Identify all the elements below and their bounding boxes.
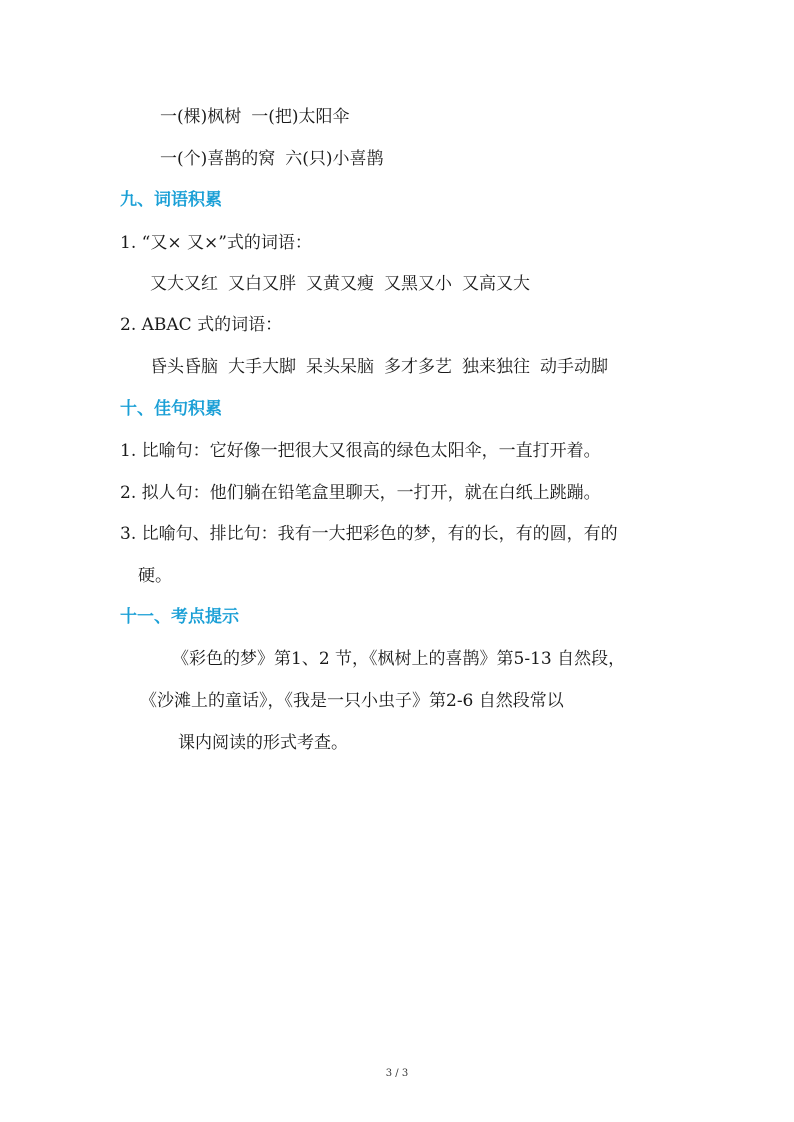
page-number: 3 / 3 bbox=[385, 1068, 409, 1079]
word-item: 又黑又小 bbox=[384, 274, 452, 294]
sentence-3-line-2: 硬。 bbox=[138, 566, 172, 586]
sentence-1: 1. 比喻句：它好像一把很大又很高的绿色太阳伞，一直打开着。 bbox=[120, 441, 601, 461]
word-item: 又大又红 bbox=[150, 274, 218, 294]
measure-word: 一(个)喜鹊的窝 bbox=[160, 149, 276, 169]
section-heading-11: 十一、考点提示 bbox=[120, 607, 239, 627]
measure-word: 六(只)小喜鹊 bbox=[285, 149, 384, 169]
word-item: 独来独往 bbox=[462, 357, 530, 377]
word-list-1 bbox=[150, 272, 530, 296]
word-item: 又白又胖 bbox=[228, 274, 296, 294]
word-pattern-label-2: 2. ABAC 式的词语： bbox=[120, 315, 283, 335]
section-heading-10: 十、佳句积累 bbox=[120, 399, 222, 419]
word-item: 昏头昏脑 bbox=[150, 357, 218, 377]
measure-word: 一(把)太阳伞 bbox=[251, 107, 350, 127]
sentence-3-line-1: 3. 比喻句、排比句：我有一大把彩色的梦，有的长，有的圆，有的 bbox=[120, 524, 618, 544]
word-item: 又黄又瘦 bbox=[306, 274, 374, 294]
word-list-2 bbox=[150, 355, 608, 379]
word-pattern-label-1: 1. “又× 又×”式的词语： bbox=[120, 233, 312, 253]
measure-word: 一(棵)枫树 bbox=[160, 107, 242, 127]
word-item: 多才多艺 bbox=[384, 357, 452, 377]
measure-word-line-1 bbox=[160, 105, 350, 129]
word-item: 动手动脚 bbox=[540, 357, 608, 377]
exam-tip-line-3: 课内阅读的形式考查。 bbox=[178, 733, 348, 753]
section-heading-9: 九、词语积累 bbox=[120, 190, 222, 210]
exam-tip-line-1: 《彩色的梦》第1、2 节，《枫树上的喜鹊》第5-13 自然段， bbox=[172, 649, 626, 669]
word-item: 大手大脚 bbox=[228, 357, 296, 377]
word-item: 又高又大 bbox=[462, 274, 530, 294]
exam-tip-line-2: 《沙滩上的童话》，《我是一只小虫子》第2-6 自然段常以 bbox=[140, 691, 564, 711]
measure-word-line-2 bbox=[160, 147, 384, 171]
sentence-2: 2. 拟人句：他们躺在铅笔盒里聊天，一打开，就在白纸上跳蹦。 bbox=[120, 483, 601, 503]
word-item: 呆头呆脑 bbox=[306, 357, 374, 377]
